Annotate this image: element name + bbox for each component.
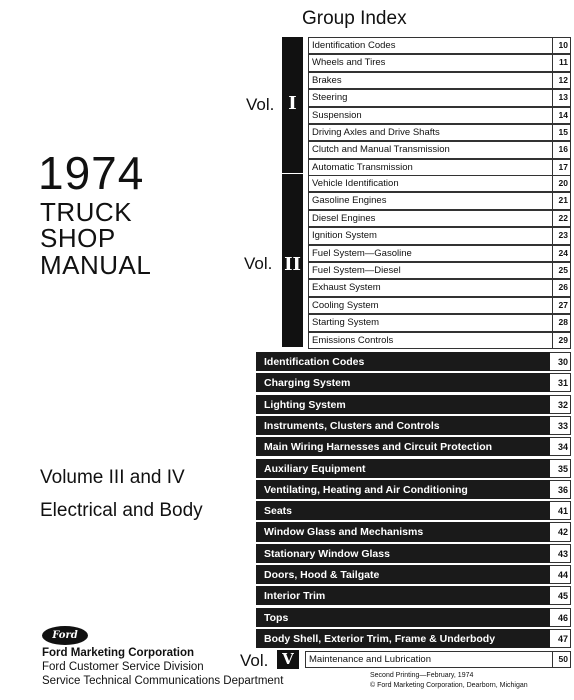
vol-2-row-label: Gasoline Engines <box>312 195 387 207</box>
vol-3-4-row-group-number: 31 <box>550 373 571 392</box>
vol-5-row <box>305 651 571 668</box>
vol-1-row <box>308 124 571 141</box>
vol-3-4-row-label: Auxiliary Equipment <box>264 462 366 475</box>
vol-3-4-row-group-number: 30 <box>550 352 571 371</box>
vol-3-4-row-group-number: 42 <box>550 522 571 541</box>
vol-3-4-row-group-number: 47 <box>550 629 571 648</box>
vol-3-4-row <box>256 416 571 435</box>
publisher-line-1: Ford Marketing Corporation <box>42 647 195 659</box>
vol-1-row <box>308 159 571 176</box>
vol-1-row-label: Identification Codes <box>312 40 396 51</box>
vol-3-4-row <box>256 544 571 563</box>
vol-1-row-label: Driving Axles and Drive Shafts <box>312 127 440 138</box>
vol-2-row-group-number: 20 <box>558 178 568 188</box>
vol-3-4-row-group-number: 36 <box>550 480 571 499</box>
vol-3-4-row-group-number: 44 <box>550 565 571 584</box>
vol-5-row-label: Maintenance and Lubrication <box>309 654 432 665</box>
title-truck: TRUCK <box>40 197 133 227</box>
vol-3-4-row <box>256 629 571 648</box>
vol-3-4-row-label: Stationary Window Glass <box>264 547 390 560</box>
vol-3-4-row-label: Interior Trim <box>264 590 326 603</box>
vol-2-row-group-number: 22 <box>558 212 568 223</box>
vol-1-row-label: Automatic Transmission <box>312 161 413 173</box>
vol-2-row <box>308 245 571 262</box>
vol-2-row <box>308 262 571 279</box>
vol-5-label: Vol. <box>240 651 269 670</box>
vol-3-4-row-group-number: 43 <box>550 544 571 563</box>
vol-2-roman: II <box>284 254 301 275</box>
vol-2-row <box>308 332 571 349</box>
vol-2-row-group-number: 23 <box>558 230 568 241</box>
vol-2-row-group-number: 27 <box>558 299 568 310</box>
vol-5-bar <box>277 650 299 669</box>
vol-1-row <box>308 37 571 54</box>
vol-3-4-row-label: Tops <box>264 611 289 624</box>
vol-2-row-group-number: 25 <box>558 265 568 275</box>
vol-3-4-row-group-number: 35 <box>550 459 571 478</box>
vol-2-row <box>308 210 571 227</box>
vol-2-row-group-number: 24 <box>558 247 568 258</box>
vol-2-row-label: Cooling System <box>312 299 379 311</box>
copyright-note: © Ford Marketing Corporation, Dearborn, Michigan <box>370 682 528 689</box>
manual-year: 1974 <box>38 147 145 199</box>
publisher-line-3: Service Technical Communications Department <box>42 675 284 687</box>
vol-3-4-row-label: Identification Codes <box>264 356 365 368</box>
vol-2-bar <box>282 174 303 347</box>
vol-2-row-label: Vehicle Identification <box>312 178 399 189</box>
vol-3-4-row <box>256 565 571 584</box>
vol-1-row-group-number: 14 <box>558 109 568 120</box>
vol-1-label: Vol. <box>246 95 275 114</box>
vol-3-4-row-group-number: 34 <box>550 437 571 456</box>
vol-1-row-label: Suspension <box>312 109 362 121</box>
vol-2-row <box>308 314 571 331</box>
vol-3-4-row-group-number: 41 <box>550 501 571 520</box>
vol-2-row-label: Diesel Engines <box>312 212 376 224</box>
vol-3-4-row <box>256 522 571 541</box>
vol-3-4-row-label: Seats <box>264 505 293 518</box>
vol-1-row-label: Clutch and Manual Transmission <box>312 144 450 156</box>
vol-1-row-group-number: 16 <box>558 144 568 155</box>
group-index-heading: Group Index <box>302 8 407 29</box>
vol-3-4-row-label: Instruments, Clusters and Controls <box>264 419 440 432</box>
vol-3-4-row <box>256 459 571 478</box>
vol-2-row-label: Exhaust System <box>312 282 381 294</box>
vol-3-4-row-group-number: 32 <box>550 395 571 414</box>
vol-3-4-row-group-number: 33 <box>550 416 571 435</box>
vol-2-row <box>308 297 571 314</box>
vol-1-row-group-number: 17 <box>558 161 568 172</box>
vol-3-4-row-label: Body Shell, Exterior Trim, Frame & Underbody <box>264 632 496 645</box>
vol-1-row <box>308 141 571 158</box>
vol-1-row <box>308 72 571 89</box>
vol-2-row-label: Fuel System—Diesel <box>312 265 401 276</box>
vol-3-4-row-label: Window Glass and Mechanisms <box>264 526 424 539</box>
vol-1-row-label: Steering <box>312 92 348 104</box>
vol-3-4-row <box>256 480 571 499</box>
vol-1-row <box>308 54 571 71</box>
vol-3-4-row-group-number: 46 <box>550 608 571 627</box>
vol-2-row-group-number: 28 <box>558 317 568 328</box>
ford-logo: Ford <box>42 626 88 645</box>
vol-3-4-row-group-number: 45 <box>550 586 571 605</box>
vol-3-4-row-label: Ventilating, Heating and Air Conditioning <box>264 483 468 496</box>
vol-3-4-row-label: Lighting System <box>264 398 346 411</box>
vol-3-4-row <box>256 501 571 520</box>
vol-1-row-group-number: 13 <box>558 92 568 103</box>
vol-3-4-row <box>256 437 571 456</box>
vol-1-row-group-number: 11 <box>559 57 568 68</box>
vol-3-4-row-label: Main Wiring Harnesses and Circuit Protection <box>264 441 493 454</box>
vol-2-row-label: Starting System <box>312 317 380 329</box>
vol-2-row-group-number: 21 <box>558 195 568 206</box>
vol-1-row-group-number: 10 <box>558 40 568 50</box>
vol-5-roman: V <box>282 650 294 668</box>
vol-2-row <box>308 227 571 244</box>
publisher-line-2: Ford Customer Service Division <box>42 661 204 673</box>
vol-2-row-group-number: 29 <box>558 334 568 345</box>
vol-1-row-group-number: 15 <box>558 127 568 137</box>
title-shop: SHOP <box>40 223 116 253</box>
vol-2-row-label: Emissions Controls <box>312 334 394 346</box>
vol-2-row-label: Fuel System—Gasoline <box>312 247 412 259</box>
vol-2-row-group-number: 26 <box>558 282 568 293</box>
vol-2-row <box>308 192 571 209</box>
vol-3-4-row <box>256 352 571 371</box>
vol-3-4-row-label: Doors, Hood & Tailgate <box>264 569 380 581</box>
vol-1-bar <box>282 37 303 173</box>
vol-1-row-label: Brakes <box>312 74 342 86</box>
vol-2-row <box>308 279 571 296</box>
vol-1-row-group-number: 12 <box>558 74 568 85</box>
vol-2-row-label: Ignition System <box>312 230 377 242</box>
vol-2-label: Vol. <box>244 254 273 273</box>
title-manual: MANUAL <box>40 250 152 280</box>
printing-note: Second Printing—February, 1974 <box>370 672 474 679</box>
vol-1-roman: I <box>288 93 297 114</box>
vol-2-row <box>308 175 571 192</box>
vol-3-4-row <box>256 608 571 627</box>
subject-line: Electrical and Body <box>40 500 203 521</box>
vol-1-row-label: Wheels and Tires <box>312 57 386 69</box>
vol-3-4-row <box>256 586 571 605</box>
vol-1-row <box>308 89 571 106</box>
vol-3-4-row-label: Charging System <box>264 377 351 390</box>
vol-3-4-row <box>256 373 571 392</box>
vol-3-4-row <box>256 395 571 414</box>
vol-1-row <box>308 107 571 124</box>
vol-5-row-group-number: 50 <box>558 654 568 664</box>
volume-line: Volume III and IV <box>40 467 185 488</box>
